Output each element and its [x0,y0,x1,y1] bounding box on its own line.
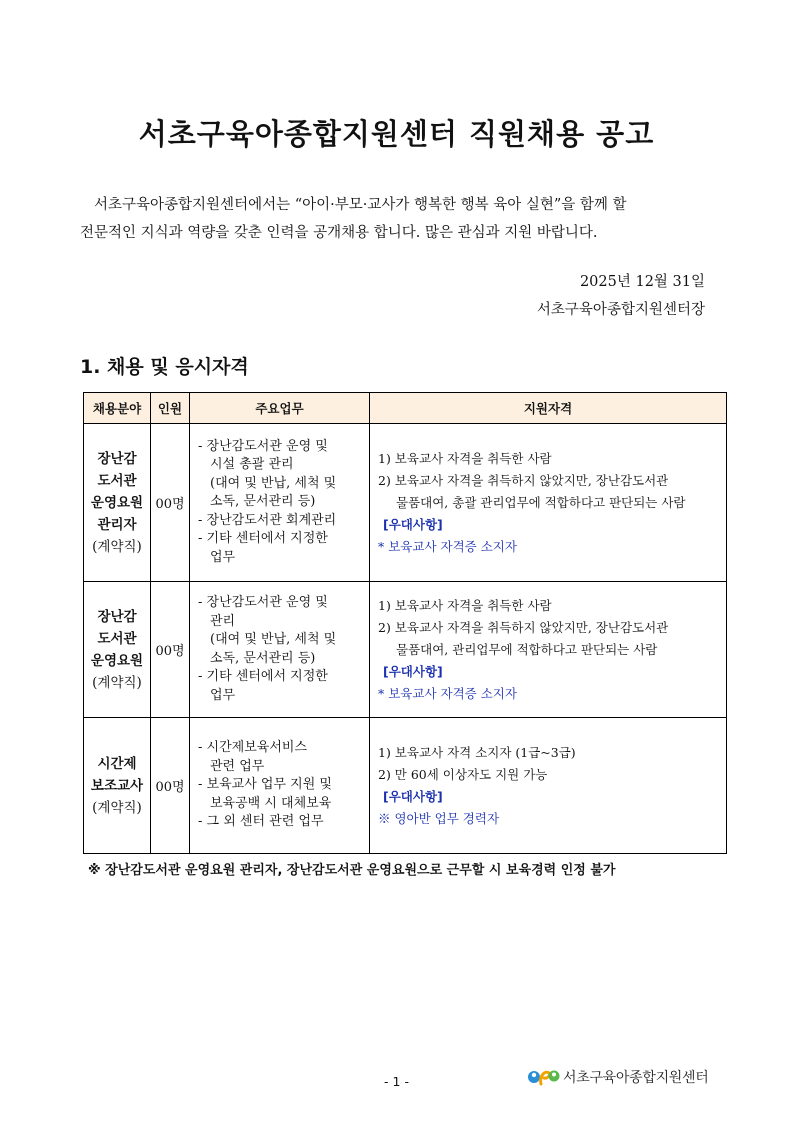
date-block [537,268,705,324]
field-name-line: 관리자 [97,516,137,533]
headcount: 00명 [151,718,190,854]
field-name-line: 운영요원 [90,494,144,511]
table-row [84,582,727,718]
duty-line: 관련 업무 [210,758,265,774]
duty-line: - 그 외 센터 관련 업무 [198,814,324,830]
duty-line: 관리 [210,613,236,629]
duty-line: - 장난감도서관 회계관리 [198,512,337,528]
footnote: ※ 장난감도서관 운영요원 관리자, 장난감도서관 운영요원으로 근무할 시 보육경력 인정 불가 [88,863,616,878]
qualifications-cell [370,582,727,718]
table-row [84,718,727,854]
qualification-line: 2) 만 60세 이상자도 지원 가능 [378,766,548,782]
duty-line: 업무 [210,687,236,703]
duties-cell [190,582,370,718]
duty-line: - 기타 센터에서 지정한 [198,669,328,684]
preference-item: ※ 영아반 업무 경력자 [378,810,500,826]
duty-line: 소독, 문서관리 등) [210,650,316,666]
intro-line-1: 서초구육아종합지원센터에서는 “아이·부모·교사가 행복한 행복 육아 실현”을 함께 할 [94,197,627,213]
field-name-line: 도서관 [97,630,137,647]
duty-line: - 기타 센터에서 지정한 [198,531,328,547]
issuer-name: 서초구육아종합지원센터장 [536,302,705,318]
duty-line: 소독, 문서관리 등) [210,494,316,510]
qualification-line: 1) 보육교사 자격을 취득한 사람 [378,450,552,466]
qualification-line: 2) 보육교사 자격을 취득하지 않았지만, 장난감도서관 [378,472,669,488]
field-name-line: 시간제 [97,755,137,772]
duty-line: 보육공백 시 대체보육 [210,795,332,811]
duty-line: - 보육교사 업무 지원 및 [198,777,332,793]
qualifications-cell [370,718,727,854]
logo-text: 서초구육아종합지원센터 [563,1070,709,1086]
duty-line: - 시간제보육서비스 [198,740,307,756]
qualification-line: 1) 보육교사 자격을 취득한 사람 [378,597,552,613]
qualifications-cell [370,424,727,582]
center-logo [527,1064,708,1090]
logo-icon [527,1064,561,1090]
qualification-line: 물품대여, 총괄 관리업무에 적합하다고 판단되는 사람 [396,494,686,510]
header-duties: 주요업무 [190,393,370,424]
recruitment-table [83,392,727,854]
intro-paragraph [80,191,720,247]
field-name-line: 장난감 [97,450,137,467]
duty-line: - 장난감도서관 운영 및 [198,438,328,454]
employment-type: (계약직) [92,674,142,691]
employment-type: (계약직) [92,538,142,555]
preference-label: [우대사항] [383,663,443,679]
duty-line: (대여 및 반납, 세척 및 [210,475,337,491]
qualification-line: 2) 보육교사 자격을 취득하지 않았지만, 장난감도서관 [378,619,669,635]
table-header-row [84,393,727,424]
field-cell [84,718,151,854]
employment-type: (계약직) [92,799,142,816]
duties-cell [190,424,370,582]
preference-item: * 보육교사 자격증 소지자 [378,538,517,554]
headcount: 00명 [151,582,190,718]
duty-line: 시설 총괄 관리 [210,457,294,473]
qualification-line: 물품대여, 관리업무에 적합하다고 판단되는 사람 [396,641,658,657]
section-heading: 1. 채용 및 응시자격 [80,356,249,378]
duty-line: - 장난감도서관 운영 및 [198,595,328,610]
duty-line: (대여 및 반납, 세척 및 [210,632,337,647]
field-name-line: 도서관 [97,472,137,489]
field-name-line: 운영요원 [90,652,144,669]
announcement-date: 2025년 12월 31일 [579,274,705,290]
preference-label: [우대사항] [383,516,443,532]
header-field: 채용분야 [84,393,151,424]
page-number: - 1 - [384,1074,409,1089]
header-qualifications: 지원자격 [370,393,727,424]
duties-cell [190,718,370,854]
qualification-line: 1) 보육교사 자격 소지자 (1급~3급) [378,744,576,760]
headcount: 00명 [151,424,190,582]
preference-label: [우대사항] [383,788,443,804]
table-row [84,424,727,582]
page-title: 서초구육아종합지원센터 직원채용 공고 [138,117,655,151]
field-cell [84,424,151,582]
header-count: 인원 [151,393,190,424]
field-name-line: 장난감 [97,608,137,625]
duty-line: 업무 [210,549,236,565]
field-cell [84,582,151,718]
preference-item: * 보육교사 자격증 소지자 [378,685,517,701]
intro-line-2: 전문적인 지식과 역량을 갖춘 인력을 공개채용 합니다. 많은 관심과 지원 바랍니다. [80,225,598,241]
field-name-line: 보조교사 [90,777,144,794]
